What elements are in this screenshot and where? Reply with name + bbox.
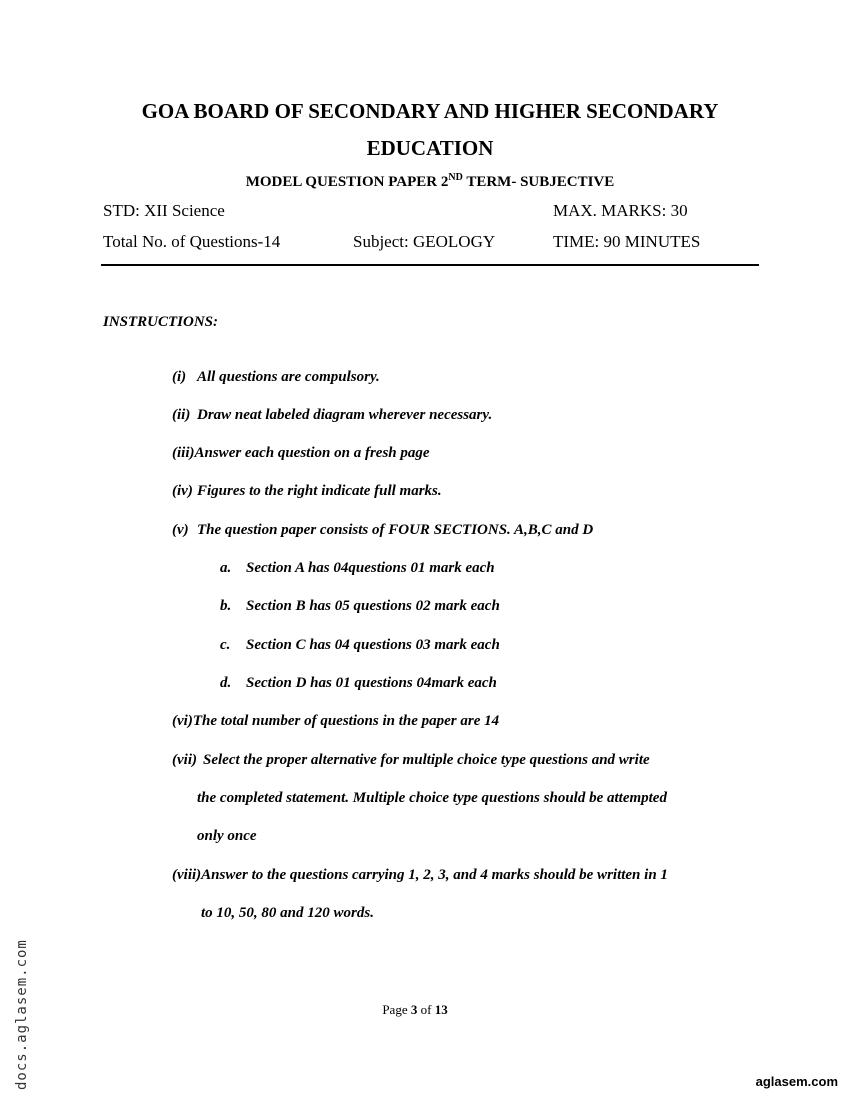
instruction-item — [172, 867, 668, 884]
instruction-text: Figures to the right indicate full marks. — [197, 483, 442, 499]
instruction-number: (iii) — [172, 445, 195, 461]
board-title-line-1: GOA BOARD OF SECONDARY AND HIGHER SECONDARY — [141, 99, 719, 123]
section-item — [220, 560, 495, 577]
instruction-number: (v) — [172, 522, 189, 538]
header-divider — [101, 264, 759, 266]
instruction-text: The question paper consists of FOUR SECTIONS. A,B,C and D — [197, 522, 594, 538]
subject-label: Subject: GEOLOGY — [353, 232, 496, 251]
instruction-number: (ii) — [172, 407, 191, 423]
instruction-text: Select the proper alternative for multiple choice type questions and write — [203, 752, 650, 768]
instructions-heading: INSTRUCTIONS: — [103, 314, 219, 330]
instruction-item — [172, 522, 593, 539]
instruction-text: Draw neat labeled diagram wherever necessary. — [197, 407, 493, 423]
instruction-item — [172, 483, 442, 500]
board-title-line-2: EDUCATION — [366, 136, 494, 160]
instruction-item — [172, 369, 380, 386]
instruction-continuation: only once — [197, 828, 257, 844]
paper-subtitle — [0, 172, 850, 191]
side-watermark: docs.aglasem.com — [14, 939, 30, 1090]
section-item — [220, 637, 500, 654]
section-text: Section A has 04questions 01 mark each — [246, 560, 495, 576]
page-total: 13 — [434, 1002, 448, 1017]
section-item — [220, 598, 500, 615]
instruction-number: (i) — [172, 369, 187, 385]
instruction-item — [172, 713, 499, 730]
instruction-item — [172, 752, 650, 769]
page-prefix: Page — [382, 1002, 411, 1017]
page-number — [0, 1002, 830, 1018]
instruction-number: (viii) — [172, 867, 202, 883]
section-item — [220, 675, 497, 692]
time-label: TIME: 90 MINUTES — [553, 232, 701, 251]
section-letter: b. — [220, 598, 232, 614]
section-letter: a. — [220, 560, 232, 576]
instruction-number: (iv) — [172, 483, 193, 499]
instruction-number: (vi) — [172, 713, 193, 729]
instruction-text: Answer to the questions carrying 1, 2, 3, and 4 marks should be written in 1 — [201, 867, 668, 883]
instruction-item — [172, 445, 430, 462]
std-label: STD: XII Science — [103, 201, 225, 220]
instruction-item — [172, 407, 492, 424]
page-current: 3 — [410, 1002, 418, 1017]
section-letter: d. — [220, 675, 232, 691]
instruction-text: The total number of questions in the paper are 14 — [192, 713, 500, 729]
section-text: Section B has 05 questions 02 mark each — [246, 598, 500, 614]
instruction-text: All questions are compulsory. — [197, 369, 380, 385]
paper-subtitle-prefix: MODEL QUESTION PAPER 2 — [245, 174, 449, 190]
instruction-continuation: to 10, 50, 80 and 120 words. — [201, 905, 374, 921]
section-text: Section D has 01 questions 04mark each — [246, 675, 497, 691]
max-marks-label: MAX. MARKS: 30 — [553, 201, 688, 220]
section-letter: c. — [220, 637, 231, 653]
paper-subtitle-sup: ND — [448, 172, 463, 183]
total-questions-label: Total No. of Questions-14 — [103, 232, 281, 251]
instruction-text: Answer each question on a fresh page — [194, 445, 430, 461]
paper-subtitle-suffix: TERM- SUBJECTIVE — [462, 174, 615, 190]
instruction-continuation: the completed statement. Multiple choice type questions should be attempted — [197, 790, 667, 806]
page-of: of — [417, 1002, 435, 1017]
instruction-number: (vii) — [172, 752, 197, 768]
section-text: Section C has 04 questions 03 mark each — [246, 637, 500, 653]
brand-link[interactable]: aglasem.com — [755, 1074, 838, 1089]
